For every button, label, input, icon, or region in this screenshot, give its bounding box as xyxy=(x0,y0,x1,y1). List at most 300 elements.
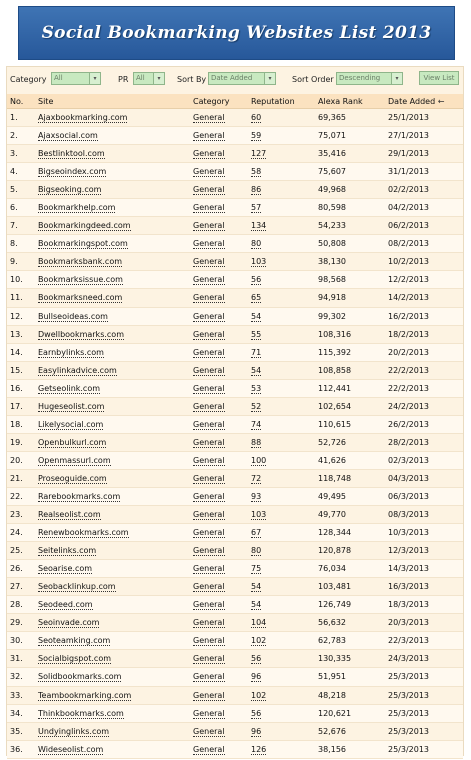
reputation-link[interactable]: 80 xyxy=(251,546,262,556)
row-number-cell xyxy=(7,686,35,704)
category-link[interactable]: General xyxy=(193,239,225,249)
row-number-cell xyxy=(7,145,35,163)
reputation-link[interactable]: 103 xyxy=(251,510,267,520)
row-number-cell xyxy=(7,614,35,632)
category-link[interactable]: General xyxy=(193,131,225,141)
date-added-cell xyxy=(385,542,463,560)
table-row xyxy=(7,686,463,704)
category-link-cell xyxy=(190,433,248,451)
date-added: 02/3/2013 xyxy=(388,455,430,465)
header-site[interactable]: Site xyxy=(35,94,190,109)
category-link-cell xyxy=(190,253,248,271)
date-added: 28/2/2013 xyxy=(388,437,430,447)
alexa-rank-cell xyxy=(315,397,385,415)
alexa-rank: 52,676 xyxy=(318,726,346,736)
date-added-cell xyxy=(385,740,463,758)
category-link[interactable]: General xyxy=(193,708,225,718)
alexa-rank-cell xyxy=(315,325,385,343)
row-number-cell xyxy=(7,361,35,379)
reputation-link[interactable]: 127 xyxy=(251,149,267,159)
category-link[interactable]: General xyxy=(193,221,225,231)
site-link[interactable]: Bookmarkhelp.com xyxy=(38,203,116,213)
reputation-link[interactable]: 60 xyxy=(251,113,262,123)
site-link[interactable]: Socialbigspot.com xyxy=(38,654,112,664)
date-added: 26/2/2013 xyxy=(388,419,430,429)
alexa-rank-cell xyxy=(315,235,385,253)
date-added: 29/1/2013 xyxy=(388,149,430,159)
date-added: 08/3/2013 xyxy=(388,510,430,520)
alexa-rank: 103,481 xyxy=(318,582,352,592)
row-number: 13. xyxy=(10,329,23,339)
header-no: No. xyxy=(7,94,35,109)
date-added: 24/2/2013 xyxy=(388,401,430,411)
row-number-cell xyxy=(7,397,35,415)
category-link[interactable]: General xyxy=(193,167,225,177)
table-row xyxy=(7,632,463,650)
category-link[interactable]: General xyxy=(193,203,225,213)
category-link[interactable]: General xyxy=(193,419,225,429)
row-number: 23. xyxy=(10,510,23,520)
date-added-cell xyxy=(385,163,463,181)
reputation-link[interactable]: 96 xyxy=(251,726,262,736)
category-link[interactable]: General xyxy=(193,401,225,411)
alexa-rank-cell xyxy=(315,379,385,397)
alexa-rank: 120,878 xyxy=(318,546,352,556)
site-link-cell xyxy=(35,578,190,596)
alexa-rank-cell xyxy=(315,109,385,127)
row-number: 7. xyxy=(10,221,18,231)
table-row xyxy=(7,397,463,415)
reputation-link-cell xyxy=(248,632,315,650)
table-row xyxy=(7,578,463,596)
alexa-rank: 56,632 xyxy=(318,618,346,628)
category-link-cell xyxy=(190,596,248,614)
alexa-rank-cell xyxy=(315,163,385,181)
sortorder-select[interactable] xyxy=(336,72,403,85)
sites-table xyxy=(7,94,463,759)
alexa-rank: 98,568 xyxy=(318,275,346,285)
category-link-cell xyxy=(190,632,248,650)
reputation-link[interactable]: 100 xyxy=(251,455,267,465)
category-link-cell xyxy=(190,686,248,704)
date-added-cell xyxy=(385,506,463,524)
reputation-link[interactable]: 126 xyxy=(251,744,267,754)
category-link-cell xyxy=(190,397,248,415)
site-link-cell xyxy=(35,127,190,145)
reputation-link[interactable]: 52 xyxy=(251,401,262,411)
alexa-rank-cell xyxy=(315,632,385,650)
filter-bar xyxy=(6,68,464,90)
sort-arrow-icon: ← xyxy=(437,96,445,106)
date-added-cell xyxy=(385,217,463,235)
date-added-cell xyxy=(385,127,463,145)
category-link-cell xyxy=(190,361,248,379)
header-alexa-rank[interactable]: Alexa Rank xyxy=(315,94,385,109)
alexa-rank-cell xyxy=(315,704,385,722)
alexa-rank-cell xyxy=(315,650,385,668)
site-link-cell xyxy=(35,271,190,289)
site-link[interactable]: Seobacklinkup.com xyxy=(38,582,116,592)
site-link[interactable]: Getseolink.com xyxy=(38,383,101,393)
reputation-link[interactable]: 80 xyxy=(251,239,262,249)
category-link[interactable]: General xyxy=(193,582,225,592)
category-link-cell xyxy=(190,740,248,758)
reputation-link[interactable]: 65 xyxy=(251,293,262,303)
category-label: Category xyxy=(10,75,47,84)
site-link[interactable]: Bigseoindex.com xyxy=(38,167,107,177)
site-link[interactable]: Easylinkadvice.com xyxy=(38,365,117,375)
category-link[interactable]: General xyxy=(193,293,225,303)
category-select[interactable] xyxy=(51,72,101,85)
alexa-rank-cell xyxy=(315,199,385,217)
category-link[interactable]: General xyxy=(193,510,225,520)
category-link[interactable]: General xyxy=(193,437,225,447)
category-link[interactable]: General xyxy=(193,455,225,465)
table-row xyxy=(7,722,463,740)
site-link-cell xyxy=(35,289,190,307)
category-link[interactable]: General xyxy=(193,311,225,321)
site-link[interactable]: Ajaxbookmarking.com xyxy=(38,113,128,123)
date-added-cell xyxy=(385,524,463,542)
date-added-cell xyxy=(385,686,463,704)
alexa-rank-cell xyxy=(315,686,385,704)
row-number: 22. xyxy=(10,492,23,501)
alexa-rank-cell xyxy=(315,524,385,542)
banner xyxy=(18,6,455,60)
reputation-link[interactable]: 54 xyxy=(251,365,262,375)
site-link-cell xyxy=(35,650,190,668)
date-added: 25/3/2013 xyxy=(388,726,430,736)
alexa-rank-cell xyxy=(315,307,385,325)
alexa-rank: 126,749 xyxy=(318,600,352,610)
row-number-cell xyxy=(7,596,35,614)
reputation-link-cell xyxy=(248,686,315,704)
site-link[interactable]: Seoteamking.com xyxy=(38,636,111,646)
category-link-cell xyxy=(190,560,248,578)
category-link[interactable]: General xyxy=(193,618,225,628)
category-link-cell xyxy=(190,415,248,433)
reputation-link-cell xyxy=(248,271,315,289)
reputation-link[interactable]: 93 xyxy=(251,492,262,501)
reputation-link[interactable]: 56 xyxy=(251,708,262,718)
site-link-cell xyxy=(35,542,190,560)
reputation-link-cell xyxy=(248,163,315,181)
reputation-link[interactable]: 54 xyxy=(251,582,262,592)
site-link[interactable]: Seoarise.com xyxy=(38,564,93,574)
date-added: 14/3/2013 xyxy=(388,564,430,574)
category-link[interactable]: General xyxy=(193,149,225,159)
reputation-link[interactable]: 96 xyxy=(251,672,262,682)
reputation-link-cell xyxy=(248,650,315,668)
alexa-rank: 49,495 xyxy=(318,492,346,501)
reputation-link-cell xyxy=(248,109,315,127)
alexa-rank: 38,130 xyxy=(318,257,346,267)
site-link-cell xyxy=(35,524,190,542)
date-added-cell xyxy=(385,325,463,343)
table-header-row xyxy=(7,94,463,109)
alexa-rank: 80,598 xyxy=(318,203,346,213)
category-link-cell xyxy=(190,451,248,469)
category-link-cell xyxy=(190,469,248,487)
reputation-link[interactable]: 103 xyxy=(251,257,267,267)
reputation-link-cell xyxy=(248,199,315,217)
table-row xyxy=(7,524,463,542)
category-link[interactable]: General xyxy=(193,528,225,538)
category-link[interactable]: General xyxy=(193,726,225,736)
table-row xyxy=(7,415,463,433)
category-link[interactable]: General xyxy=(193,564,225,574)
alexa-rank: 50,808 xyxy=(318,239,346,249)
date-added: 22/2/2013 xyxy=(388,383,430,393)
site-link[interactable]: Solidbookmarks.com xyxy=(38,672,122,682)
date-added: 14/2/2013 xyxy=(388,293,430,303)
site-link[interactable]: Bookmarksbank.com xyxy=(38,257,123,267)
date-added: 25/3/2013 xyxy=(388,690,430,700)
row-number-cell xyxy=(7,379,35,397)
row-number-cell xyxy=(7,506,35,524)
category-link[interactable]: General xyxy=(193,473,225,483)
site-link[interactable]: Renewbookmarks.com xyxy=(38,528,129,538)
site-link[interactable]: Wideseolist.com xyxy=(38,744,104,754)
alexa-rank: 48,218 xyxy=(318,690,346,700)
row-number: 32. xyxy=(10,672,23,682)
site-link-cell xyxy=(35,506,190,524)
site-link-cell xyxy=(35,307,190,325)
row-number-cell xyxy=(7,199,35,217)
row-number: 17. xyxy=(10,401,23,411)
site-link[interactable]: Teambookmarking.com xyxy=(38,690,132,700)
reputation-link[interactable]: 104 xyxy=(251,618,267,628)
table-row xyxy=(7,704,463,722)
reputation-link-cell xyxy=(248,253,315,271)
alexa-rank: 54,233 xyxy=(318,221,346,231)
row-number-cell xyxy=(7,271,35,289)
category-link-cell xyxy=(190,668,248,686)
site-link[interactable]: Seoinvade.com xyxy=(38,618,100,628)
category-link[interactable]: General xyxy=(193,113,225,123)
alexa-rank-cell xyxy=(315,740,385,758)
date-added-cell xyxy=(385,451,463,469)
row-number: 3. xyxy=(10,149,18,159)
alexa-rank-cell xyxy=(315,145,385,163)
table-row xyxy=(7,289,463,307)
reputation-link[interactable]: 56 xyxy=(251,275,262,285)
date-added: 16/3/2013 xyxy=(388,582,430,592)
row-number: 4. xyxy=(10,167,18,177)
table-row xyxy=(7,253,463,271)
site-link[interactable]: Undyinglinks.com xyxy=(38,726,110,736)
pr-select[interactable] xyxy=(133,72,165,85)
header-date-added[interactable] xyxy=(385,94,463,109)
category-link[interactable]: General xyxy=(193,744,225,754)
reputation-link-cell xyxy=(248,578,315,596)
category-link[interactable]: General xyxy=(193,329,225,339)
category-link-cell xyxy=(190,181,248,199)
reputation-link-cell xyxy=(248,325,315,343)
reputation-link-cell xyxy=(248,379,315,397)
reputation-link[interactable]: 88 xyxy=(251,437,262,447)
row-number-cell xyxy=(7,650,35,668)
row-number: 24. xyxy=(10,528,23,538)
category-link[interactable]: General xyxy=(193,185,225,195)
category-link-cell xyxy=(190,542,248,560)
category-link[interactable]: General xyxy=(193,636,225,646)
site-link[interactable]: Dwellbookmarks.com xyxy=(38,329,124,339)
site-link[interactable]: Bookmarkingspot.com xyxy=(38,239,128,249)
alexa-rank: 38,156 xyxy=(318,744,346,754)
site-link[interactable]: Bookmarkingdeed.com xyxy=(38,221,131,231)
site-link-cell xyxy=(35,379,190,397)
category-link-cell xyxy=(190,109,248,127)
date-added-cell xyxy=(385,469,463,487)
row-number: 30. xyxy=(10,636,23,646)
table-row xyxy=(7,145,463,163)
reputation-link[interactable]: 59 xyxy=(251,131,262,141)
site-link[interactable]: Seodeed.com xyxy=(38,600,93,610)
date-added: 10/2/2013 xyxy=(388,257,430,267)
reputation-link[interactable]: 72 xyxy=(251,473,262,483)
category-link-cell xyxy=(190,487,248,505)
site-link[interactable]: Earnbylinks.com xyxy=(38,347,104,357)
site-link[interactable]: Bookmarksneed.com xyxy=(38,293,123,303)
alexa-rank: 52,726 xyxy=(318,437,346,447)
date-added: 04/3/2013 xyxy=(388,473,430,483)
site-link-cell xyxy=(35,668,190,686)
alexa-rank-cell xyxy=(315,415,385,433)
table-row xyxy=(7,469,463,487)
reputation-link-cell xyxy=(248,181,315,199)
table-body xyxy=(7,109,463,759)
category-link[interactable]: General xyxy=(193,365,225,375)
site-link[interactable]: Thinkbookmarks.com xyxy=(38,708,124,718)
category-link[interactable]: General xyxy=(193,690,225,700)
reputation-link[interactable]: 102 xyxy=(251,690,267,700)
alexa-rank-cell xyxy=(315,469,385,487)
site-link-cell xyxy=(35,722,190,740)
date-added-cell xyxy=(385,433,463,451)
site-link[interactable]: Openbulkurl.com xyxy=(38,437,107,447)
date-added: 25/1/2013 xyxy=(388,113,430,123)
reputation-link[interactable]: 56 xyxy=(251,654,262,664)
site-link[interactable]: Bullseoideas.com xyxy=(38,311,108,321)
reputation-link[interactable]: 102 xyxy=(251,636,267,646)
reputation-link[interactable]: 57 xyxy=(251,203,262,213)
category-link[interactable]: General xyxy=(193,672,225,682)
site-link[interactable]: Ajaxsocial.com xyxy=(38,131,98,141)
date-added-cell xyxy=(385,145,463,163)
reputation-link[interactable]: 54 xyxy=(251,600,262,610)
date-added-cell xyxy=(385,271,463,289)
category-link-cell xyxy=(190,578,248,596)
date-added-cell xyxy=(385,253,463,271)
category-link[interactable]: General xyxy=(193,600,225,610)
view-list-button[interactable]: View List xyxy=(419,71,459,85)
reputation-link[interactable]: 74 xyxy=(251,419,262,429)
date-added-cell xyxy=(385,415,463,433)
date-added: 12/2/2013 xyxy=(388,275,430,285)
table-row xyxy=(7,433,463,451)
date-added: 08/2/2013 xyxy=(388,239,430,249)
pr-select-value: All xyxy=(136,74,145,82)
alexa-rank: 102,654 xyxy=(318,401,352,411)
category-link-cell xyxy=(190,722,248,740)
site-link[interactable]: Bookmarksissue.com xyxy=(38,275,123,285)
reputation-link[interactable]: 67 xyxy=(251,528,262,538)
site-link[interactable]: Rarebookmarks.com xyxy=(38,492,121,501)
category-link[interactable]: General xyxy=(193,654,225,664)
site-link[interactable]: Realseolist.com xyxy=(38,510,101,520)
alexa-rank: 62,783 xyxy=(318,636,346,646)
site-link[interactable]: Bestlinktool.com xyxy=(38,149,105,159)
reputation-link[interactable]: 134 xyxy=(251,221,267,231)
table-row xyxy=(7,325,463,343)
sortby-select[interactable] xyxy=(208,72,276,85)
row-number: 26. xyxy=(10,564,23,574)
header-reputation[interactable]: Reputation xyxy=(248,94,315,109)
category-link-cell xyxy=(190,325,248,343)
reputation-link[interactable]: 58 xyxy=(251,167,262,177)
reputation-link[interactable]: 75 xyxy=(251,564,262,574)
site-link[interactable]: Bigseoking.com xyxy=(38,185,102,195)
site-link[interactable]: Proseoguide.com xyxy=(38,473,107,483)
row-number-cell xyxy=(7,560,35,578)
reputation-link-cell xyxy=(248,145,315,163)
reputation-link-cell xyxy=(248,397,315,415)
site-link-cell xyxy=(35,469,190,487)
site-link[interactable]: Seitelinks.com xyxy=(38,546,97,556)
alexa-rank-cell xyxy=(315,542,385,560)
reputation-link[interactable]: 53 xyxy=(251,383,262,393)
site-link[interactable]: Openmassurl.com xyxy=(38,455,111,465)
reputation-link[interactable]: 71 xyxy=(251,347,262,357)
table-row xyxy=(7,109,463,127)
table-row xyxy=(7,271,463,289)
date-added: 10/3/2013 xyxy=(388,528,430,538)
reputation-link[interactable]: 54 xyxy=(251,311,262,321)
category-link[interactable]: General xyxy=(193,275,225,285)
site-link[interactable]: Hugeseolist.com xyxy=(38,401,105,411)
reputation-link[interactable]: 55 xyxy=(251,329,262,339)
category-link-cell xyxy=(190,199,248,217)
row-number: 31. xyxy=(10,654,23,664)
alexa-rank: 108,316 xyxy=(318,329,352,339)
row-number-cell xyxy=(7,632,35,650)
date-added: 24/3/2013 xyxy=(388,654,430,664)
category-link[interactable]: General xyxy=(193,257,225,267)
date-added: 25/3/2013 xyxy=(388,744,430,754)
header-category[interactable]: Category xyxy=(190,94,248,109)
category-link[interactable]: General xyxy=(193,492,225,501)
row-number: 5. xyxy=(10,185,18,195)
alexa-rank-cell xyxy=(315,722,385,740)
site-link[interactable]: Likelysocial.com xyxy=(38,419,104,429)
table-row xyxy=(7,127,463,145)
category-link[interactable]: General xyxy=(193,347,225,357)
sortorder-select-value: Descending xyxy=(339,74,381,82)
row-number-cell xyxy=(7,578,35,596)
alexa-rank: 69,365 xyxy=(318,113,346,123)
date-added-cell xyxy=(385,650,463,668)
table-row xyxy=(7,614,463,632)
alexa-rank: 49,770 xyxy=(318,510,346,520)
date-added-cell xyxy=(385,343,463,361)
category-link[interactable]: General xyxy=(193,546,225,556)
alexa-rank-cell xyxy=(315,487,385,505)
reputation-link[interactable]: 86 xyxy=(251,185,262,195)
category-link[interactable]: General xyxy=(193,383,225,393)
reputation-link-cell xyxy=(248,235,315,253)
date-added-cell xyxy=(385,307,463,325)
